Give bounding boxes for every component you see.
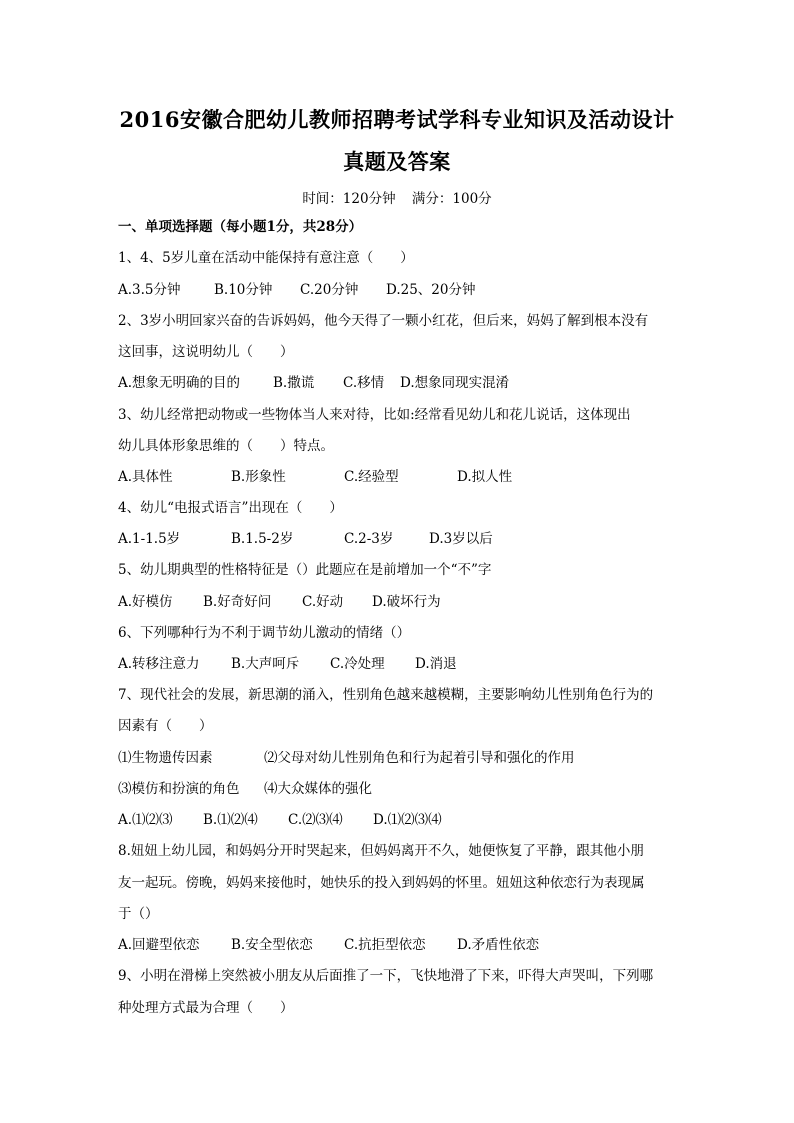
option: C.好动 [302,594,344,610]
question-7-factors-a [118,748,575,768]
option: C.移情 [343,375,385,391]
section-heading: 一、单项选择题（每小题1分，共28分） [118,219,363,235]
question-8-stem: 8.妞妞上幼儿园，和妈妈分开时哭起来，但妈妈离开不久，她便恢复了平静，跟其他小朋 [118,843,644,859]
option: B.安全型依恋 [231,937,313,953]
option: D.想象同现实混淆 [400,375,510,391]
question-9-stem: 9、小明在滑梯上突然被小朋友从后面推了一下，飞快地滑了下来，吓得大声哭叫，下列哪 [118,968,654,984]
option: A.转移注意力 [118,656,200,672]
option: B.大声呵斥 [231,656,300,672]
option: D.矛盾性依恋 [457,937,540,953]
question-1-options [118,280,476,300]
option: A.好模仿 [118,594,173,610]
option: A.想象无明确的目的 [118,375,241,391]
option: C.⑵⑶⑷ [288,812,343,828]
option: B.1.5-2岁 [231,531,294,547]
option: D.25、20分钟 [386,282,476,298]
question-3-stem: 3、幼儿经常把动物或一些物体当人来对待，比如:经常看见幼儿和花儿说话，这体现出 [118,407,631,423]
factor: ⑵父母对幼儿性别角色和行为起着引导和强化的作用 [264,750,575,766]
question-3-stem-cont: 幼儿具体形象思维的（ ）特点。 [118,438,334,454]
option: C.2-3岁 [344,531,394,547]
option: C.抗拒型依恋 [344,937,426,953]
exam-score: 满分：100分 [411,191,492,207]
question-4-options [118,529,493,549]
question-6-options [118,654,457,674]
question-8-options [118,935,539,955]
question-6-stem: 6、下列哪种行为不利于调节幼儿激动的情绪（） [118,625,411,641]
factor: ⑶模仿和扮演的角色 [118,781,240,797]
question-5-options [118,592,441,612]
question-2-stem: 2、3岁小明回家兴奋的告诉妈妈，他今天得了一颗小红花，但后来，妈妈了解到根本没有 [118,313,649,329]
question-7-factors-b [118,779,372,799]
option: A.具体性 [118,469,173,485]
question-4-stem: 4、幼儿“电报式语言”出现在（ ） [118,500,343,516]
question-7-stem-cont: 因素有（ ） [118,718,213,734]
option: A.1-1.5岁 [118,531,181,547]
option: B.形象性 [231,469,286,485]
factor: ⑴生物遗传因素 [118,750,213,766]
option: A.3.5分钟 [118,282,181,298]
question-5-stem: 5、幼儿期典型的性格特征是（）此题应在是前增加一个“不”字 [118,562,492,578]
option: C.经验型 [344,469,399,485]
exam-meta [0,187,794,207]
question-7-options [118,810,442,830]
option: A.回避型依恋 [118,937,200,953]
option: D.3岁以后 [429,531,493,547]
question-8-stem-cont2: 于（） [118,906,159,922]
document-title-line1: 2016安徽合肥幼儿教师招聘考试学科专业知识及活动设计 [119,107,675,132]
question-2-stem-cont: 这回事，这说明幼儿（ ） [118,344,294,360]
option: D.⑴⑵⑶⑷ [373,812,442,828]
question-8-stem-cont: 友一起玩。傍晚，妈妈来接他时，她快乐的投入到妈妈的怀里。妞妞这种依恋行为表现属 [118,875,645,891]
option: A.⑴⑵⑶ [118,812,173,828]
question-1-stem: 1、4、5岁儿童在活动中能保持有意注意（ ） [118,250,414,266]
option: D.消退 [415,656,457,672]
option: B.撒谎 [273,375,315,391]
option: D.拟人性 [457,469,513,485]
option: C.冷处理 [330,656,385,672]
question-3-options [118,467,512,487]
option: D.破坏行为 [372,594,441,610]
exam-time: 时间：120分钟 [302,191,396,207]
question-7-stem: 7、现代社会的发展，新思潮的涌入，性别角色越来越模糊，主要影响幼儿性别角色行为的 [118,687,654,703]
question-2-options [118,373,509,393]
option: B.好奇好问 [203,594,272,610]
factor: ⑷大众媒体的强化 [264,781,372,797]
option: B.10分钟 [214,282,273,298]
question-9-stem-cont: 种处理方式最为合理（ ） [118,1000,294,1016]
document-title-line2: 真题及答案 [343,149,451,174]
option: C.20分钟 [300,282,359,298]
option: B.⑴⑵⑷ [203,812,258,828]
